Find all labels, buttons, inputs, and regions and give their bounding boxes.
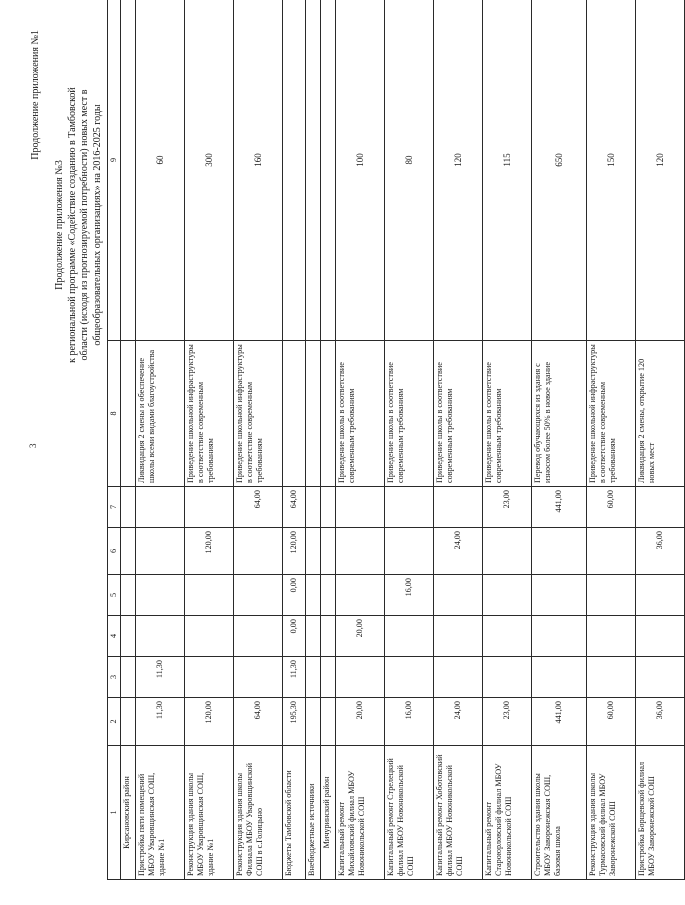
- year-cell: [385, 487, 434, 528]
- year-cell: [483, 528, 532, 575]
- table-row: [185, 0, 234, 880]
- table-row: [385, 0, 434, 880]
- year-cell: 441,00: [532, 487, 587, 528]
- empty-cell: [321, 657, 336, 698]
- empty-cell: [121, 698, 136, 746]
- empty-cell: [321, 0, 336, 341]
- year-cell: [306, 575, 321, 616]
- object-name-cell: Капитальный ремонт Михайловский филиал МБОУ Новоникольской СОШ: [336, 746, 385, 880]
- year-cell: 0,00: [283, 616, 306, 657]
- total-cell: 64,00: [234, 698, 283, 746]
- result-cell: Приведение школы в соответствие современным требованиям: [483, 341, 532, 487]
- year-cell: [587, 657, 636, 698]
- year-cell: [234, 616, 283, 657]
- total-cell: 16,00: [385, 698, 434, 746]
- rotated-sheet: [24, 20, 665, 880]
- new-places-cell: 160: [234, 0, 283, 341]
- year-cell: [587, 528, 636, 575]
- object-name-cell: Капитальный ремонт Хоботовский филиал МБОУ Новоникольской СОШ: [434, 746, 483, 880]
- result-cell: Приведение школы в соответствие современным требованиям: [385, 341, 434, 487]
- total-cell: [306, 698, 321, 746]
- year-cell: 20,00: [336, 616, 385, 657]
- new-places-cell: 60: [136, 0, 185, 341]
- total-cell: 120,00: [185, 698, 234, 746]
- year-cell: 24,00: [434, 528, 483, 575]
- year-cell: [434, 487, 483, 528]
- column-number-cell: 9: [108, 0, 121, 341]
- year-cell: [532, 528, 587, 575]
- object-name-cell: Реконструкция здания школы Филиала МБОУ Уваровщинской СОШ в с.Голицыно: [234, 746, 283, 880]
- page-number: 3: [28, 443, 38, 448]
- total-cell: 36,00: [636, 698, 685, 746]
- table-row: [234, 0, 283, 880]
- object-name-cell: Капитальный ремонт Стрелецкий филиал МБОУ Новоникольской СОШ: [385, 746, 434, 880]
- table-row: [434, 0, 483, 880]
- year-cell: 60,00: [587, 487, 636, 528]
- year-cell: [185, 657, 234, 698]
- empty-cell: [321, 575, 336, 616]
- year-cell: [434, 657, 483, 698]
- year-cell: [336, 528, 385, 575]
- year-cell: [636, 616, 685, 657]
- table-row: [283, 0, 306, 880]
- year-cell: 11,30: [136, 657, 185, 698]
- object-name-cell: Пристройка Борщевской филиал МБОУ Заворонежской СОШ: [636, 746, 685, 880]
- year-cell: [306, 528, 321, 575]
- year-cell: [636, 575, 685, 616]
- year-cell: 11,30: [283, 657, 306, 698]
- year-cell: [306, 616, 321, 657]
- year-cell: [532, 616, 587, 657]
- table-row: [636, 0, 685, 880]
- year-cell: [185, 616, 234, 657]
- year-cell: 64,00: [234, 487, 283, 528]
- new-places-cell: 115: [483, 0, 532, 341]
- year-cell: [234, 657, 283, 698]
- new-places-cell: [306, 0, 321, 341]
- year-cell: [306, 487, 321, 528]
- continuation-label: Продолжение приложения №1: [30, 30, 41, 160]
- title-line: области (исходя из прогнозируемой потребности) новых мест в: [79, 89, 90, 361]
- empty-cell: [121, 575, 136, 616]
- sheet-header: [24, 20, 104, 880]
- title-line: общеобразовательных организациях» на 2016-2025 годы: [91, 104, 103, 346]
- new-places-cell: 100: [336, 0, 385, 341]
- year-cell: 36,00: [636, 528, 685, 575]
- continuation-title: [54, 30, 104, 420]
- table-row: [306, 0, 321, 880]
- result-cell: Приведение школы в соответствие современным требованиям: [434, 341, 483, 487]
- year-cell: [587, 616, 636, 657]
- empty-cell: [121, 487, 136, 528]
- column-number-cell: 1: [108, 746, 121, 880]
- year-cell: 23,00: [483, 487, 532, 528]
- year-cell: 16,00: [385, 575, 434, 616]
- total-cell: 20,00: [336, 698, 385, 746]
- empty-cell: [121, 0, 136, 341]
- year-cell: [185, 575, 234, 616]
- year-cell: [587, 575, 636, 616]
- year-cell: [185, 487, 234, 528]
- new-places-cell: 300: [185, 0, 234, 341]
- new-places-cell: 650: [532, 0, 587, 341]
- district-name: Кирсановский район: [121, 746, 136, 880]
- year-cell: [336, 575, 385, 616]
- object-name-cell: Капитальный ремонт Староюрловский филиал МБОУ Новоникольской СОШ: [483, 746, 532, 880]
- year-cell: 120,00: [283, 528, 306, 575]
- year-cell: [636, 657, 685, 698]
- year-cell: [336, 657, 385, 698]
- column-number-cell: 6: [108, 528, 121, 575]
- table-row: [336, 0, 385, 880]
- new-places-cell: [283, 0, 306, 341]
- object-name-cell: Внебюджетные источники: [306, 746, 321, 880]
- new-places-cell: 120: [636, 0, 685, 341]
- district-row: [121, 0, 136, 880]
- empty-cell: [321, 616, 336, 657]
- result-cell: [283, 341, 306, 487]
- column-number-cell: 8: [108, 341, 121, 487]
- year-cell: [336, 487, 385, 528]
- year-cell: [483, 575, 532, 616]
- column-number-cell: 2: [108, 698, 121, 746]
- empty-cell: [321, 487, 336, 528]
- year-cell: [136, 616, 185, 657]
- object-name-cell: Бюджеты Тамбовской области: [283, 746, 306, 880]
- total-cell: 23,00: [483, 698, 532, 746]
- result-cell: Приведение школьной инфраструктуры в соответствие современным требованиям: [234, 341, 283, 487]
- table-row: [587, 0, 636, 880]
- year-cell: [136, 487, 185, 528]
- district-name: Мичуринский район: [321, 746, 336, 880]
- table-row: [483, 0, 532, 880]
- year-cell: [234, 528, 283, 575]
- district-row: [321, 0, 336, 880]
- column-number-row: [108, 0, 121, 880]
- result-cell: Перевод обучающихся из здания с износом более 50% в новое здание: [532, 341, 587, 487]
- object-name-cell: Строительство здания школы МБОУ Заворонежская СОШ, базовая школа: [532, 746, 587, 880]
- empty-cell: [321, 698, 336, 746]
- empty-cell: [121, 616, 136, 657]
- empty-cell: [321, 528, 336, 575]
- total-cell: 11,30: [136, 698, 185, 746]
- table-row: [532, 0, 587, 880]
- object-name-cell: Реконструкция здания школы МБОУ Уваровщинская СОШ, здание №1: [185, 746, 234, 880]
- column-number-cell: 4: [108, 616, 121, 657]
- empty-cell: [321, 341, 336, 487]
- new-places-cell: 150: [587, 0, 636, 341]
- new-places-cell: 80: [385, 0, 434, 341]
- year-cell: [385, 528, 434, 575]
- column-number-cell: 7: [108, 487, 121, 528]
- year-cell: [306, 657, 321, 698]
- result-cell: Ликвидация 2 смены, открытие 120 новых мест: [636, 341, 685, 487]
- year-cell: [136, 528, 185, 575]
- year-cell: 0,00: [283, 575, 306, 616]
- result-cell: Приведение школы в соответствие современным требованиям: [336, 341, 385, 487]
- result-cell: [306, 341, 321, 487]
- year-cell: [136, 575, 185, 616]
- year-cell: [483, 616, 532, 657]
- year-cell: [532, 575, 587, 616]
- program-table: [107, 0, 685, 880]
- title-line: к региональной программе «Содействие созданию в Тамбовской: [66, 87, 78, 363]
- year-cell: [434, 575, 483, 616]
- title-line: Продолжение приложения №3: [54, 160, 65, 290]
- total-cell: 441,00: [532, 698, 587, 746]
- year-cell: [385, 657, 434, 698]
- year-cell: 64,00: [283, 487, 306, 528]
- empty-cell: [121, 528, 136, 575]
- table-body: [121, 0, 685, 880]
- year-cell: [636, 487, 685, 528]
- object-name-cell: Пристройка пяти помещений МБОУ Уваровщинская СОШ, здание №1: [136, 746, 185, 880]
- year-cell: [234, 575, 283, 616]
- year-cell: [434, 616, 483, 657]
- year-cell: [385, 616, 434, 657]
- total-cell: 195,30: [283, 698, 306, 746]
- result-cell: Ликвидация 2 смены и обеспечение школы всеми видами благоустройства: [136, 341, 185, 487]
- column-number-cell: 3: [108, 657, 121, 698]
- year-cell: [483, 657, 532, 698]
- total-cell: 24,00: [434, 698, 483, 746]
- year-cell: [532, 657, 587, 698]
- empty-cell: [121, 341, 136, 487]
- result-cell: Приведение школьной инфраструктуры в соответствие современным требованиям: [185, 341, 234, 487]
- result-cell: Приведение школьной инфраструктуры в соответствие современным требованиям: [587, 341, 636, 487]
- total-cell: 60,00: [587, 698, 636, 746]
- column-number-cell: 5: [108, 575, 121, 616]
- empty-cell: [121, 657, 136, 698]
- object-name-cell: Реконструкция здания школы Турмасовский филиал МБОУ Заворонежской СОШ: [587, 746, 636, 880]
- year-cell: 120,00: [185, 528, 234, 575]
- table-row: [136, 0, 185, 880]
- new-places-cell: 120: [434, 0, 483, 341]
